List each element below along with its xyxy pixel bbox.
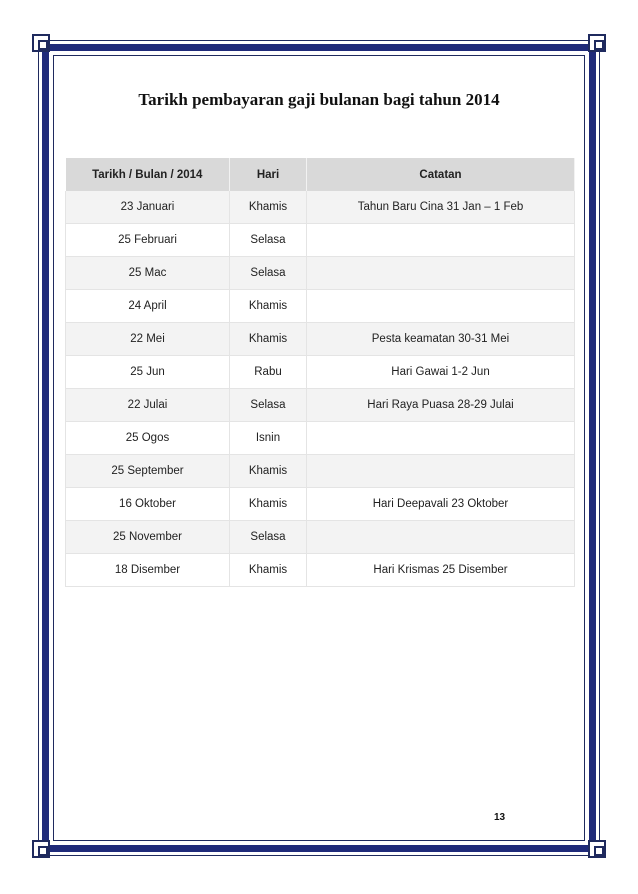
cell-date: 25 Ogos [66,422,230,455]
table-row [66,191,575,224]
document-title: Tarikh pembayaran gaji bulanan bagi tahun 2014 [138,90,500,109]
table-row [66,422,575,455]
cell-date: 16 Oktober [66,488,230,521]
cell-day: Rabu [230,356,307,389]
cell-notes: Hari Deepavali 23 Oktober [307,488,575,521]
cell-notes [307,422,575,455]
cell-day: Khamis [230,290,307,323]
cell-date: 22 Julai [66,389,230,422]
page-number: 13 [494,812,506,823]
cell-day: Khamis [230,488,307,521]
header-date: Tarikh / Bulan / 2014 [66,158,230,191]
table-row [66,554,575,587]
cell-date: 23 Januari [66,191,230,224]
cell-notes [307,257,575,290]
cell-date: 25 September [66,455,230,488]
cell-notes [307,290,575,323]
salary-schedule-table [65,158,575,587]
cell-notes: Hari Raya Puasa 28-29 Julai [307,389,575,422]
table-row [66,488,575,521]
cell-day: Selasa [230,257,307,290]
cell-notes: Tahun Baru Cina 31 Jan – 1 Feb [307,191,575,224]
cell-notes: Hari Krismas 25 Disember [307,554,575,587]
table-header-row [66,158,575,191]
header-day: Hari [230,158,307,191]
cell-notes [307,224,575,257]
cell-date: 25 Jun [66,356,230,389]
cell-date: 18 Disember [66,554,230,587]
border-corner-bottom-left [32,840,50,858]
cell-notes [307,455,575,488]
cell-day: Khamis [230,323,307,356]
cell-day: Isnin [230,422,307,455]
table-row [66,356,575,389]
cell-notes: Hari Gawai 1-2 Jun [307,356,575,389]
cell-day: Khamis [230,554,307,587]
cell-date: 25 Februari [66,224,230,257]
header-notes: Catatan [307,158,575,191]
table-row [66,224,575,257]
cell-notes [307,521,575,554]
cell-date: 24 April [66,290,230,323]
cell-day: Selasa [230,389,307,422]
cell-day: Khamis [230,455,307,488]
table-row [66,290,575,323]
border-corner-top-left [32,34,50,52]
cell-date: 25 Mac [66,257,230,290]
cell-date: 22 Mei [66,323,230,356]
table-row [66,323,575,356]
table-row [66,521,575,554]
cell-day: Khamis [230,191,307,224]
cell-day: Selasa [230,521,307,554]
border-corner-top-right [588,34,606,52]
table-row [66,455,575,488]
table-row [66,257,575,290]
cell-day: Selasa [230,224,307,257]
border-corner-bottom-right [588,840,606,858]
cell-date: 25 November [66,521,230,554]
table-row [66,389,575,422]
cell-notes: Pesta keamatan 30-31 Mei [307,323,575,356]
